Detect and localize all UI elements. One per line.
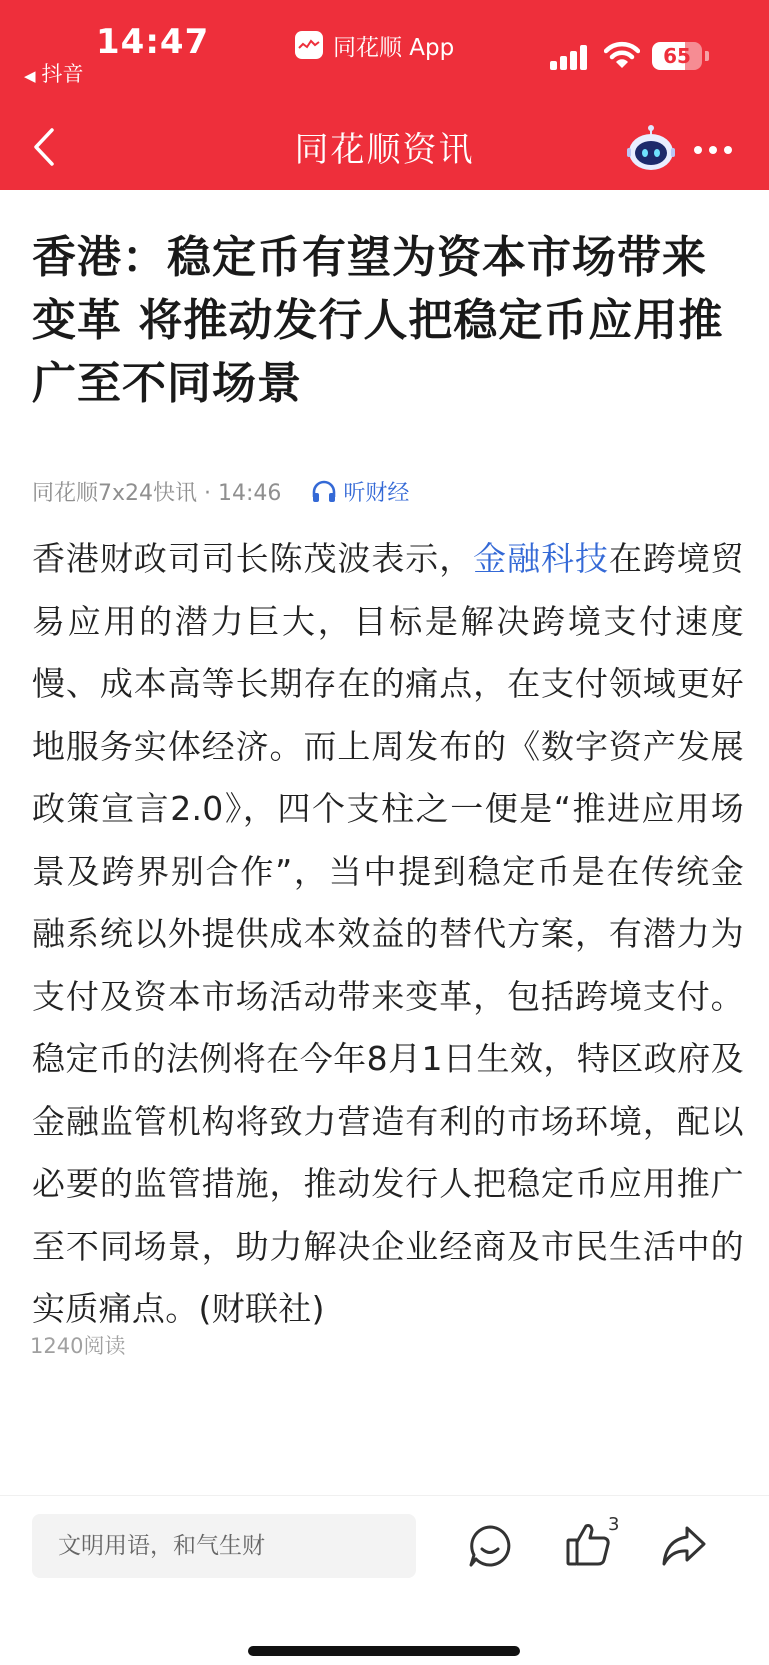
cellular-signal-icon: [550, 44, 590, 70]
more-options-icon[interactable]: [694, 146, 734, 156]
status-time: 14:47: [96, 22, 210, 62]
back-app-label: 抖音: [41, 62, 84, 86]
wifi-icon: [604, 40, 640, 70]
header: [0, 0, 769, 190]
read-count: 1240阅读: [30, 1334, 126, 1358]
article-source: 同花顺7x24快讯 · 14:46: [32, 480, 282, 506]
article-title: 香港：稳定币有望为资本市场带来变革 将推动发行人把稳定币应用推广至不同场景: [32, 232, 724, 409]
battery-icon: [652, 42, 702, 70]
app-indicator: [295, 28, 454, 62]
nav-bar: [0, 110, 769, 190]
body-text-rest: 在跨境贸易应用的潜力巨大，目标是解决跨境支付速度慢、成本高等长期存在的痛点，在支付领域更好地服务实体经济。而上周发布的《数字资产发展政策宣言2.0》，四个支柱之一便是“推进应用场景及跨界别合作”，当中提到稳定币是在传统金融系统以外提供成本效益的替代方案，有潜力为支付及资本市场活动带来变革，包括跨境支付。稳定币的法例将在今年8月1日生效，特区政府及金融监管机构将致力营造有利的市场环境，配以必要的监管措施，推动发行人把稳定币应用推广至不同场景，助力解决企业经商及市民生活中的实质痛点。(财联社): [32, 539, 745, 1328]
share-icon[interactable]: [660, 1522, 708, 1570]
back-to-app-link[interactable]: [24, 58, 84, 88]
status-bar: [0, 0, 769, 100]
like-count: 3: [608, 1514, 620, 1535]
like-icon[interactable]: [564, 1520, 612, 1568]
article-body: [32, 528, 744, 1341]
listen-label: 听财经: [343, 480, 410, 506]
page-title: 同花顺资讯: [294, 130, 475, 170]
body-text-start: 香港财政司司长陈茂波表示，: [32, 539, 474, 578]
comment-icon[interactable]: [466, 1522, 514, 1570]
listen-button[interactable]: [311, 476, 409, 507]
battery-percent: 65: [663, 44, 691, 68]
battery-tip: [705, 51, 709, 61]
ai-robot-icon[interactable]: [626, 124, 676, 174]
app-indicator-label: 同花顺 App: [333, 34, 455, 61]
home-indicator: [248, 1646, 520, 1656]
fintech-link[interactable]: 金融科技: [473, 539, 609, 578]
headphones-icon: [311, 479, 337, 503]
back-triangle-icon: ◀: [24, 67, 36, 85]
bottom-action-bar: [0, 1495, 769, 1665]
article-meta: [32, 476, 409, 506]
comment-input[interactable]: [32, 1514, 416, 1578]
app-logo-icon: [295, 31, 323, 59]
